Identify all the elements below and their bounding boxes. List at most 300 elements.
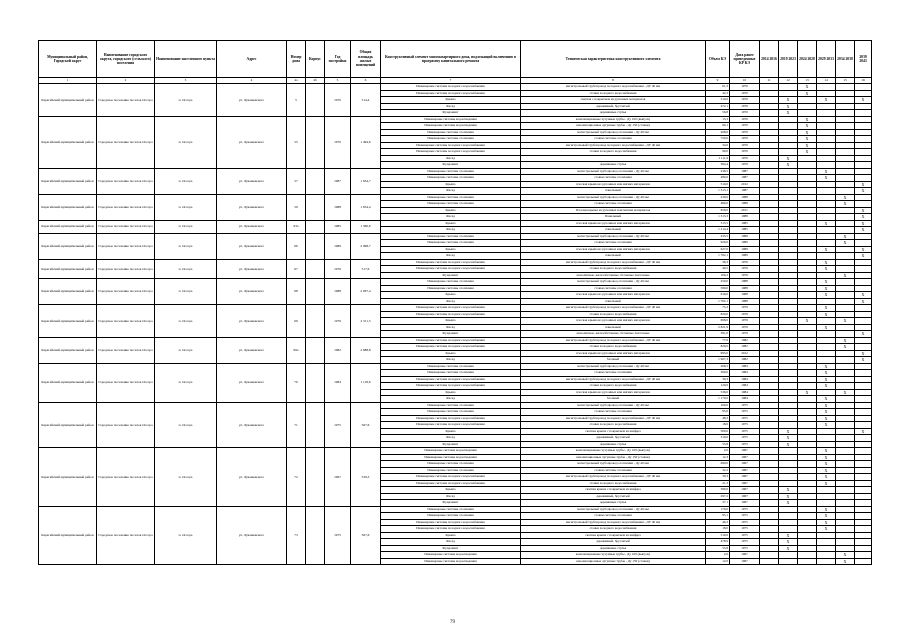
volume-cell: 616,0 [706, 292, 730, 299]
period-mark-cell: X [817, 97, 836, 104]
volume-cell: 2,0 [706, 448, 730, 455]
volume-cell: 515,5 [706, 220, 730, 227]
district-cell: Карагайский муниципальный район [39, 448, 97, 507]
tech-spec-cell: панельный [521, 227, 706, 234]
repair-date-cell: 1967 [730, 487, 760, 494]
settlement-cell: Городское поселение поселок Оссора [97, 506, 155, 565]
repair-date-cell: 1984 [730, 389, 760, 396]
column-header: 2019 2023 [779, 41, 798, 78]
repair-date-cell: 1985 [730, 227, 760, 234]
building-cell [306, 363, 325, 402]
tech-spec-cell: канализационные чугунные трубы - Ду 150 (стояки) [521, 558, 706, 565]
district-cell: Карагайский муниципальный район [39, 168, 97, 194]
tech-spec-cell: деревянные стулья [521, 110, 706, 117]
table-row [39, 84, 872, 91]
living-area-cell: 539,3 [351, 448, 381, 507]
element-cell: Инженерные системы водоотведения [381, 116, 521, 123]
column-number: 5 [325, 78, 351, 84]
period-mark-cell: X [817, 285, 836, 292]
house-number-cell: 57 [287, 168, 306, 194]
tech-spec-cell: деревянный, брусчатый [521, 103, 706, 110]
element-cell: Инженерные системы холодного водоснабжения [381, 311, 521, 318]
repair-date-cell: 1987 [730, 175, 760, 182]
period-mark-cell: X [817, 363, 836, 370]
volume-cell: 170,0 [706, 506, 730, 513]
repair-date-cell: 2011 [730, 207, 760, 214]
tech-spec-cell: магистральный трубопровод отопления - Ду 40 мм [521, 233, 706, 240]
element-cell: Инженерные системы отопления [381, 240, 521, 247]
column-header: 2029 2033 [817, 41, 836, 78]
repair-date-cell: 1967 [730, 493, 760, 500]
repair-date-cell: 1985 [730, 220, 760, 227]
repair-date-cell: 1975 [730, 402, 760, 409]
period-mark-cell: X [817, 292, 836, 299]
period-mark-cell: X [817, 175, 836, 182]
element-cell: Крыша [381, 207, 521, 214]
column-number: 7 [381, 78, 521, 84]
period-mark-cell: X [855, 428, 872, 435]
table-body [39, 84, 872, 565]
repair-date-cell: 1975 [730, 545, 760, 552]
element-cell: Фасад [381, 298, 521, 305]
period-mark-cell: X [855, 357, 872, 364]
tech-spec-cell: панельный [521, 253, 706, 260]
element-cell: Инженерные системы отопления [381, 402, 521, 409]
house-number-cell: 59 [287, 194, 306, 220]
volume-cell: 510,0 [706, 181, 730, 188]
tech-spec-cell: монолитные, железобетонные, бетонные ленточные [521, 331, 706, 338]
element-cell: Инженерные системы отопления [381, 467, 521, 474]
register-sheet [38, 40, 871, 565]
repair-date-cell: 1989 [730, 233, 760, 240]
table-row [39, 448, 872, 455]
volume-cell: 42,3 [706, 90, 730, 97]
period-mark-cell: X [855, 207, 872, 214]
locality-cell: п. Оссора [155, 305, 217, 338]
living-area-cell: 2 067,4 [351, 279, 381, 305]
repair-date-cell: 1984 [730, 376, 760, 383]
repair-date-cell: 1989 [730, 253, 760, 260]
tech-spec-cell: деревянные стулья [521, 500, 706, 507]
period-mark-cell: X [798, 389, 817, 396]
period-mark-cell: X [817, 220, 836, 227]
build-year-cell: 1987 [325, 168, 351, 194]
tech-spec-cell: стояки системы отопления [521, 285, 706, 292]
column-number: 4б [306, 78, 325, 84]
volume-cell: 1 214,4 [706, 227, 730, 234]
tech-spec-cell: магистральный трубопровод холодного водоснабжения - ДУ 40 мм [521, 376, 706, 383]
period-mark-cell: X [855, 298, 872, 305]
settlement-cell: Городское поселение поселок Оссора [97, 448, 155, 507]
tech-spec-cell: плоская крыша из рулонных или мягких материалов [521, 246, 706, 253]
element-cell: Инженерные системы отопления [381, 409, 521, 416]
living-area-cell: 1 634,7 [351, 168, 381, 194]
period-mark-cell: X [798, 318, 817, 325]
volume-cell: 1 313,1 [706, 188, 730, 195]
repair-date-cell: 1988 [730, 285, 760, 292]
volume-cell: 77,0 [706, 337, 730, 344]
table-row [39, 220, 872, 227]
capital-repair-table [38, 40, 872, 565]
column-number: 14 [817, 78, 836, 84]
element-cell: Инженерные системы отопления [381, 363, 521, 370]
volume-cell: 480,0 [706, 201, 730, 208]
tech-spec-cell: скатная крыша с покрытием из шифера [521, 487, 706, 494]
street-cell: ул. Лукашевского [217, 168, 287, 194]
period-mark-cell: X [817, 305, 836, 312]
column-number: 10 [730, 78, 760, 84]
volume-cell: 1 170,0 [706, 396, 730, 403]
building-cell [306, 506, 325, 565]
volume-cell: 580,0 [706, 285, 730, 292]
repair-date-cell: 1979 [730, 318, 760, 325]
period-mark-cell: X [836, 240, 855, 247]
settlement-cell: Городское поселение поселок Оссора [97, 194, 155, 220]
period-mark-cell: X [817, 448, 836, 455]
volume-cell: 90,1 [706, 123, 730, 130]
element-cell: Крыша [381, 318, 521, 325]
build-year-cell: 1988 [325, 279, 351, 305]
repair-date-cell: 1970 [730, 116, 760, 123]
period-mark-cell: X [855, 227, 872, 234]
period-mark-cell: X [798, 149, 817, 156]
period-mark-cell: X [798, 129, 817, 136]
volume-cell: 364,4 [706, 162, 730, 169]
repair-date-cell: 1984 [730, 396, 760, 403]
house-number-cell: 55 [287, 116, 306, 168]
period-mark-cell: X [779, 155, 798, 162]
district-cell: Карагайский муниципальный район [39, 402, 97, 448]
period-mark-cell: X [817, 480, 836, 487]
element-cell: Инженерные системы отопления [381, 279, 521, 286]
repair-date-cell: 1988 [730, 194, 760, 201]
house-number-cell: 67 [287, 259, 306, 279]
period-mark-cell: X [836, 337, 855, 344]
element-cell: Инженерные системы отопления [381, 285, 521, 292]
volume-cell: 297,2 [706, 493, 730, 500]
repair-date-cell: 1975 [730, 435, 760, 442]
period-mark-cell: X [779, 539, 798, 546]
period-mark-cell: X [779, 545, 798, 552]
settlement-cell: Городское поселение поселок Оссора [97, 363, 155, 402]
volume-cell: 230,0 [706, 194, 730, 201]
period-mark-cell: X [817, 396, 836, 403]
volume-cell: 21,3 [706, 480, 730, 487]
element-cell: Инженерные системы холодного водоснабжения [381, 266, 521, 273]
table-header [39, 41, 872, 84]
street-cell: ул. Лукашевского [217, 259, 287, 279]
element-cell: Крыша [381, 487, 521, 494]
tech-spec-cell: деревянные стулья [521, 162, 706, 169]
period-mark-cell: X [817, 513, 836, 520]
locality-cell: п. Оссора [155, 116, 217, 168]
locality-cell: п. Оссора [155, 220, 217, 233]
table-row [39, 363, 872, 370]
element-cell: Крыша [381, 181, 521, 188]
period-mark-cell: X [817, 526, 836, 533]
tech-spec-cell: деревянный, брусчатый [521, 493, 706, 500]
tech-spec-cell: стояки системы отопления [521, 467, 706, 474]
period-mark-cell: X [817, 383, 836, 390]
repair-date-cell: 1982 [730, 344, 760, 351]
period-mark-cell [779, 558, 798, 565]
living-area-cell: 1 118,6 [351, 363, 381, 402]
build-year-cell: 1970 [325, 116, 351, 168]
element-cell: Инженерные системы холодного водоснабжения [381, 305, 521, 312]
column-header: 2034 2038 [836, 41, 855, 78]
repair-date-cell: 1975 [730, 539, 760, 546]
period-mark-cell: X [779, 532, 798, 539]
period-mark-cell: X [836, 552, 855, 559]
tech-spec-cell: магистральный трубопровод отопления - Ду 40 мм [521, 129, 706, 136]
volume-cell: 15,3 [706, 116, 730, 123]
building-cell [306, 220, 325, 233]
tech-spec-cell: скатная крыша с покрытием из шифера [521, 428, 706, 435]
volume-cell: 120,0 [706, 383, 730, 390]
element-cell: Инженерные системы отопления [381, 461, 521, 468]
element-cell: Фундамент [381, 441, 521, 448]
element-cell: Инженерные системы водоотведения [381, 123, 521, 130]
settlement-cell: Городское поселение поселок Оссора [97, 220, 155, 233]
period-mark-cell: X [855, 220, 872, 227]
repair-date-cell: 1979 [730, 324, 760, 331]
locality-cell: п. Оссора [155, 84, 217, 117]
element-cell: Инженерные системы холодного водоснабжения [381, 519, 521, 526]
volume-cell: 75,3 [706, 305, 730, 312]
period-mark-cell: X [798, 90, 817, 97]
period-mark-cell: X [817, 246, 836, 253]
period-mark-cell: X [817, 461, 836, 468]
element-cell: Фасад [381, 357, 521, 364]
living-area-cell: 517,6 [351, 259, 381, 279]
column-number: 1 [39, 78, 97, 84]
tech-spec-cell: магистральный трубопровод холодного водоснабжения - ДУ 40 мм [521, 84, 706, 91]
element-cell: Инженерные системы отопления [381, 506, 521, 513]
build-year-cell: 1976 [325, 259, 351, 279]
volume-cell: 472,1 [706, 103, 730, 110]
build-year-cell: 1979 [325, 305, 351, 338]
tech-spec-cell: стояки холодного водоснабжения [521, 526, 706, 533]
locality-cell: п. Оссора [155, 168, 217, 194]
element-cell: Крыша [381, 350, 521, 357]
element-cell: Крыша [381, 292, 521, 299]
tech-spec-cell: панельный [521, 188, 706, 195]
repair-date-cell: 1970 [730, 162, 760, 169]
table-row [39, 506, 872, 513]
house-number-cell: 69 [287, 305, 306, 338]
element-cell: Инженерные системы холодного водоснабжения [381, 344, 521, 351]
column-header: Адрес [217, 41, 287, 78]
repair-date-cell: 1970 [730, 123, 760, 130]
period-mark-cell: X [817, 370, 836, 377]
element-cell: Инженерные системы отопления [381, 201, 521, 208]
volume-cell: 235,5 [706, 233, 730, 240]
volume-cell: 1 111,9 [706, 155, 730, 162]
tech-spec-cell: стояки системы отопления [521, 409, 706, 416]
repair-date-cell: 1975 [730, 513, 760, 520]
district-cell: Карагайский муниципальный район [39, 279, 97, 305]
header-row [39, 41, 872, 78]
page-number: 79 [450, 620, 455, 625]
period-mark-cell: X [779, 428, 798, 435]
element-cell: Инженерные системы холодного водоснабжения [381, 337, 521, 344]
building-cell [306, 84, 325, 117]
element-cell: Фасад [381, 539, 521, 546]
volume-cell: 580,0 [706, 487, 730, 494]
element-cell: Крыша [381, 97, 521, 104]
column-number: 6 [351, 78, 381, 84]
element-cell: Крыша [381, 220, 521, 227]
volume-cell: 920,0 [706, 240, 730, 247]
element-cell: Крыша [381, 246, 521, 253]
tech-spec-cell: стояки системы отопления [521, 201, 706, 208]
element-cell: Фасад [381, 396, 521, 403]
repair-date-cell: 1984 [730, 383, 760, 390]
street-cell: ул. Лукашевского [217, 233, 287, 259]
period-mark-cell: X [779, 487, 798, 494]
living-area-cell: 567,6 [351, 506, 381, 565]
district-cell: Карагайский муниципальный район [39, 116, 97, 168]
volume-cell: 36,3 [706, 259, 730, 266]
repair-date-cell: 1970 [730, 97, 760, 104]
period-mark-cell: X [855, 253, 872, 260]
period-mark-cell: X [817, 311, 836, 318]
column-number: 15 [836, 78, 855, 84]
settlement-cell: Городское поселение поселок Оссора [97, 116, 155, 168]
repair-date-cell: 1979 [730, 311, 760, 318]
district-cell: Карагайский муниципальный район [39, 337, 97, 363]
column-number: 13 [798, 78, 817, 84]
repair-date-cell: 1984 [730, 370, 760, 377]
building-cell [306, 337, 325, 363]
column-header: 2024 2028 [798, 41, 817, 78]
period-mark-cell: X [855, 292, 872, 299]
settlement-cell: Городское поселение поселок Оссора [97, 84, 155, 117]
tech-spec-cell: стояки холодного водоснабжения [521, 383, 706, 390]
column-header: Корпус [306, 41, 325, 78]
street-cell: ул. Лукашевского [217, 448, 287, 507]
period-mark-cell [855, 558, 872, 565]
period-mark-cell: X [779, 162, 798, 169]
build-year-cell: 1967 [325, 448, 351, 507]
house-number-cell: 73 [287, 506, 306, 565]
volume-cell: 55,8 [706, 545, 730, 552]
tech-spec-cell: канализационные чугунные трубы - Ду 100 (выпуск) [521, 552, 706, 559]
locality-cell: п. Оссора [155, 337, 217, 363]
element-cell: Фундамент [381, 272, 521, 279]
build-year-cell: 1970 [325, 84, 351, 117]
volume-cell: 18,0 [706, 526, 730, 533]
volume-cell: 1 762,1 [706, 298, 730, 305]
repair-date-cell: 1970 [730, 136, 760, 143]
column-number: 8 [521, 78, 706, 84]
repair-date-cell: 1975 [730, 422, 760, 429]
element-cell: Фасад [381, 155, 521, 162]
volume-cell: 720,0 [706, 136, 730, 143]
volume-cell: 95,1 [706, 513, 730, 520]
column-number: 9 [706, 78, 730, 84]
tech-spec-cell: Панельный [521, 214, 706, 221]
volume-cell: 698,0 [706, 318, 730, 325]
column-header: Год постройки [325, 41, 351, 78]
repair-date-cell: 2012 [730, 181, 760, 188]
period-mark-cell: X [779, 110, 798, 117]
volume-cell: 37,1 [706, 500, 730, 507]
period-mark-cell: X [798, 84, 817, 91]
repair-date-cell: 1967 [730, 454, 760, 461]
volume-cell: 510,0 [706, 532, 730, 539]
street-cell: ул. Лукашевского [217, 402, 287, 448]
table-row [39, 305, 872, 312]
period-mark-cell: X [855, 188, 872, 195]
locality-cell: п. Оссора [155, 233, 217, 259]
repair-date-cell: 1988 [730, 292, 760, 299]
building-cell [306, 233, 325, 259]
period-mark-cell: X [817, 259, 836, 266]
tech-spec-cell: плоская крыша из рулонных или мягких материалов [521, 389, 706, 396]
tech-spec-cell: плоская крыша из рулонных или мягких материалов [521, 292, 706, 299]
period-mark-cell: X [817, 415, 836, 422]
element-cell: Инженерные системы холодного водоснабжения [381, 383, 521, 390]
period-mark-cell: X [817, 279, 836, 286]
street-cell: ул. Лукашевского [217, 305, 287, 338]
repair-date-cell: 1979 [730, 305, 760, 312]
living-area-cell: 1 360,6 [351, 220, 381, 233]
period-mark-cell: X [779, 500, 798, 507]
element-cell: Инженерные системы отопления [381, 136, 521, 143]
locality-cell: п. Оссора [155, 194, 217, 220]
element-cell: Инженерные системы водоотведения [381, 448, 521, 455]
element-cell: Инженерные системы холодного водоснабжения [381, 149, 521, 156]
repair-date-cell: 1970 [730, 155, 760, 162]
table-row [39, 116, 872, 123]
element-cell: Инженерные системы холодного водоснабжения [381, 526, 521, 533]
repair-date-cell: 1967 [730, 448, 760, 455]
building-cell [306, 168, 325, 194]
tech-spec-cell: магистральный трубопровод холодного водоснабжения - ДУ 40 мм [521, 415, 706, 422]
volume-cell: 206,5 [706, 363, 730, 370]
building-cell [306, 448, 325, 507]
element-cell: Инженерные системы отопления [381, 129, 521, 136]
repair-date-cell: 1988 [730, 279, 760, 286]
district-cell: Карагайский муниципальный район [39, 305, 97, 338]
volume-cell: 510,0 [706, 97, 730, 104]
settlement-cell: Городское поселение поселок Оссора [97, 402, 155, 448]
period-mark-cell: X [836, 344, 855, 351]
repair-date-cell: 1975 [730, 415, 760, 422]
element-cell: Инженерные системы холодного водоснабжения [381, 415, 521, 422]
element-cell: Крыша [381, 532, 521, 539]
column-header: Наименование городского округа, городского (сельского) поселения [97, 41, 155, 78]
table-row [39, 337, 872, 344]
build-year-cell: 1985 [325, 220, 351, 233]
tech-spec-cell: магистральный трубопровод отопления - Ду 40 мм [521, 402, 706, 409]
settlement-cell: Городское поселение поселок Оссора [97, 305, 155, 338]
volume-cell: 95,0 [706, 409, 730, 416]
table-row [39, 402, 872, 409]
column-number: 2 [97, 78, 155, 84]
column-header: Объем КЭ [706, 41, 730, 78]
tech-spec-cell: стояки холодного водоснабжения [521, 344, 706, 351]
period-mark-cell: X [798, 136, 817, 143]
building-cell [306, 305, 325, 338]
tech-spec-cell: магистральный трубопровод холодного водоснабжения - ДУ 40 мм [521, 474, 706, 481]
period-mark-cell: X [836, 318, 855, 325]
repair-date-cell: 1970 [730, 149, 760, 156]
repair-date-cell: 2012 [730, 350, 760, 357]
tech-spec-cell: Плоская крыша из рулонных или мягких материалов [521, 207, 706, 214]
period-mark-cell: X [836, 233, 855, 240]
